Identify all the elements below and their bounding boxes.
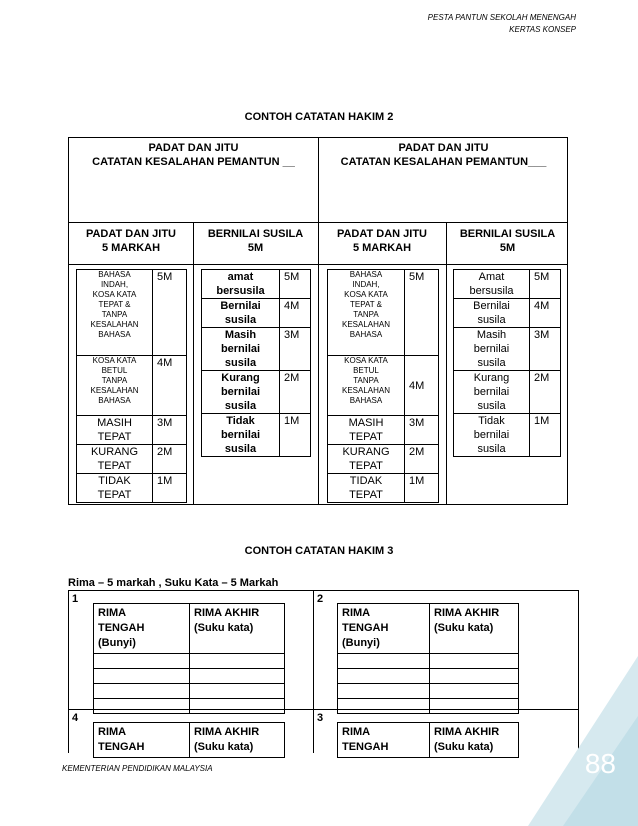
table-row: [328, 356, 439, 416]
box-number: 1: [72, 593, 79, 605]
header-text: PADAT DAN JITU: [148, 142, 239, 154]
empty-cell[interactable]: [338, 684, 430, 699]
table-row: [338, 723, 519, 758]
table-row: [328, 270, 439, 356]
table-row: [77, 270, 187, 356]
header-text: CATATAN KESALAHAN PEMANTUN __: [92, 156, 295, 168]
criteria-cell: Masih bernilai susila: [202, 328, 280, 371]
mark-cell: 2M: [405, 445, 439, 474]
empty-cell[interactable]: [430, 669, 519, 684]
empty-cell[interactable]: [338, 699, 430, 714]
sub-header-text: PADAT DAN JITU: [336, 228, 428, 240]
table-row: [454, 299, 561, 328]
mark-cell: 4M: [280, 299, 311, 328]
rima-tengah-header: RIMA TENGAH (Bunyi): [94, 604, 190, 654]
criteria-cell: Kurang bernilai susila: [202, 371, 280, 414]
sub-header-text: BERNILAI SUSILA: [207, 228, 304, 240]
rima-tengah-header: RIMA TENGAH: [338, 723, 430, 758]
mark-cell: 4M: [153, 356, 187, 416]
rima-akhir-header: RIMA AKHIR (Suku kata): [430, 604, 519, 654]
sub-header-text: PADAT DAN JITU: [85, 228, 177, 240]
frame-divider: [69, 264, 567, 265]
sub-header: [69, 227, 193, 255]
empty-cell[interactable]: [430, 699, 519, 714]
page-number: 88: [584, 748, 616, 779]
table-row: [338, 669, 519, 684]
mark-cell: 1M: [405, 474, 439, 503]
table-row: [202, 299, 311, 328]
table-row: [202, 270, 311, 299]
criteria-cell: MASIH TEPAT: [328, 416, 405, 445]
table-row: [77, 474, 187, 503]
empty-cell[interactable]: [94, 654, 190, 669]
rima-description: Rima – 5 markah , Suku Kata – 5 Markah: [68, 577, 279, 589]
sub-header-text: 5M: [247, 242, 264, 254]
frame-divider: [69, 222, 567, 223]
susila-table-right: [453, 269, 561, 457]
table-row: [328, 445, 439, 474]
padat-table-left: [76, 269, 187, 503]
criteria-cell: Amat bersusila: [454, 270, 530, 299]
padat-table-right: [327, 269, 439, 503]
empty-cell[interactable]: [430, 654, 519, 669]
criteria-cell: Tidak bernilai susila: [202, 414, 280, 457]
criteria-cell: KURANG TEPAT: [328, 445, 405, 474]
box-number: 2: [317, 593, 324, 605]
table-row: [77, 445, 187, 474]
empty-cell[interactable]: [338, 654, 430, 669]
table-row: [338, 604, 519, 654]
box-number: 4: [72, 712, 79, 724]
empty-cell[interactable]: [190, 669, 285, 684]
mark-cell: 5M: [153, 270, 187, 356]
table-row: [338, 654, 519, 669]
criteria-cell: TIDAK TEPAT: [77, 474, 153, 503]
table-row: [202, 328, 311, 371]
mark-cell: 2M: [280, 371, 311, 414]
table-row: [328, 474, 439, 503]
page-footer: KEMENTERIAN PENDIDIKAN MALAYSIA: [62, 764, 213, 773]
mark-cell: 3M: [405, 416, 439, 445]
criteria-cell: BAHASA INDAH, KOSA KATA TEPAT & TANPA KESALAHAN BAHASA: [328, 270, 405, 356]
rima-akhir-header: RIMA AKHIR (Suku kata): [190, 723, 285, 758]
mark-cell: 1M: [280, 414, 311, 457]
empty-cell[interactable]: [338, 669, 430, 684]
sub-header: [193, 227, 318, 255]
table-row: [338, 684, 519, 699]
catatan-header-right: [318, 141, 569, 169]
header-line-1: PESTA PANTUN SEKOLAH MENENGAH: [427, 13, 576, 22]
table-row: [328, 416, 439, 445]
mark-cell: 3M: [153, 416, 187, 445]
empty-cell[interactable]: [94, 699, 190, 714]
corner-decoration: [528, 656, 638, 826]
table-row: [94, 699, 285, 714]
table-row: [94, 604, 285, 654]
table-row: [454, 414, 561, 457]
rima-akhir-header: RIMA AKHIR (Suku kata): [430, 723, 519, 758]
sub-header-text: 5M: [499, 242, 516, 254]
table-row: [94, 654, 285, 669]
page-header: [428, 12, 576, 36]
criteria-cell: Bernilai susila: [202, 299, 280, 328]
table-row: [338, 699, 519, 714]
mark-cell: 5M: [405, 270, 439, 356]
header-text: CATATAN KESALAHAN PEMANTUN___: [340, 156, 547, 168]
criteria-cell: KURANG TEPAT: [77, 445, 153, 474]
rima-table-4: [93, 722, 285, 758]
hakim2-title: CONTOH CATATAN HAKIM 2: [244, 111, 394, 123]
table-row: [94, 669, 285, 684]
frame-divider: [318, 138, 319, 504]
header-text: PADAT DAN JITU: [398, 142, 489, 154]
criteria-cell: TIDAK TEPAT: [328, 474, 405, 503]
box-number: 3: [317, 712, 324, 724]
empty-cell[interactable]: [94, 669, 190, 684]
mark-cell: 3M: [280, 328, 311, 371]
criteria-cell: MASIH TEPAT: [77, 416, 153, 445]
criteria-cell: KOSA KATA BETUL TANPA KESALAHAN BAHASA: [328, 356, 405, 416]
hakim2-frame: [68, 137, 568, 505]
table-row: [454, 371, 561, 414]
criteria-cell: Tidak bernilai susila: [454, 414, 530, 457]
empty-cell[interactable]: [94, 684, 190, 699]
table-row: [94, 684, 285, 699]
criteria-cell: Bernilai susila: [454, 299, 530, 328]
mark-cell: 1M: [530, 414, 561, 457]
empty-cell[interactable]: [190, 654, 285, 669]
criteria-cell: amat bersusila: [202, 270, 280, 299]
sub-header-text: BERNILAI SUSILA: [459, 228, 556, 240]
hakim3-title: CONTOH CATATAN HAKIM 3: [244, 545, 394, 557]
sub-header-text: 5 MARKAH: [101, 242, 161, 254]
table-row: [454, 270, 561, 299]
mark-cell: 5M: [530, 270, 561, 299]
rima-table-2: [337, 603, 519, 714]
empty-cell[interactable]: [190, 684, 285, 699]
criteria-cell: Masih bernilai susila: [454, 328, 530, 371]
table-row: [202, 414, 311, 457]
sub-header: [446, 227, 569, 255]
rima-tengah-header: RIMA TENGAH: [94, 723, 190, 758]
criteria-cell: Kurang bernilai susila: [454, 371, 530, 414]
table-row: [94, 723, 285, 758]
frame-divider: [313, 591, 314, 753]
criteria-cell: BAHASA INDAH, KOSA KATA TEPAT & TANPA KESALAHAN BAHASA: [77, 270, 153, 356]
header-line-2: KERTAS KONSEP: [509, 25, 576, 34]
mark-cell: 4M: [530, 299, 561, 328]
sub-header-text: 5 MARKAH: [352, 242, 412, 254]
rima-akhir-header: RIMA AKHIR (Suku kata): [190, 604, 285, 654]
mark-cell: 3M: [530, 328, 561, 371]
mark-cell: 1M: [153, 474, 187, 503]
empty-cell[interactable]: [430, 684, 519, 699]
table-row: [77, 356, 187, 416]
mark-cell: 2M: [153, 445, 187, 474]
mark-cell: 4M: [405, 356, 439, 416]
criteria-cell: KOSA KATA BETUL TANPA KESALAHAN BAHASA: [77, 356, 153, 416]
mark-cell: 2M: [530, 371, 561, 414]
empty-cell[interactable]: [190, 699, 285, 714]
rima-tengah-header: RIMA TENGAH (Bunyi): [338, 604, 430, 654]
susila-table-left: [201, 269, 311, 457]
table-row: [454, 328, 561, 371]
rima-table-1: [93, 603, 285, 714]
table-row: [202, 371, 311, 414]
sub-header: [318, 227, 446, 255]
rima-table-3: [337, 722, 519, 758]
mark-cell: 5M: [280, 270, 311, 299]
catatan-header-left: [69, 141, 318, 169]
table-row: [77, 416, 187, 445]
hakim3-frame: [68, 590, 579, 753]
